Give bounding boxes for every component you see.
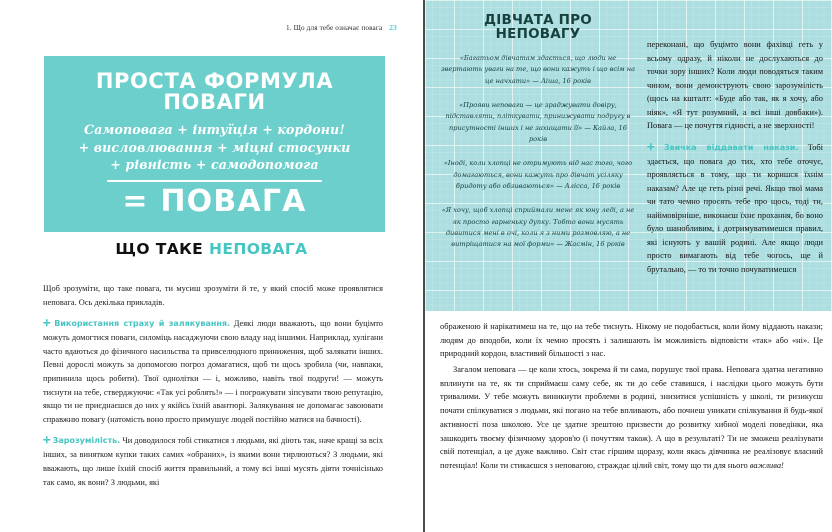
right-bullet-paragraph (647, 140, 823, 277)
left-intro-paragraph: Щоб зрозуміти, що таке повага, ти мусиш зрозуміти й те, у який спосіб може проявлятися неповага. Ось декілька прикладів. (43, 284, 383, 307)
formula-title: ПРОСТА ФОРМУЛА ПОВАГИ (95, 69, 334, 115)
plus-bullet-icon: ✛ (43, 318, 51, 329)
bullet-lead-in-1: Використання страху й залякування. (54, 319, 231, 329)
formula-divider-rule (107, 180, 322, 182)
bottom-emphasis: важлива! (749, 460, 784, 470)
formula-term-line-2: + висловлювання + міцні стосунки (78, 139, 351, 155)
page-gutter-divider (423, 0, 425, 532)
left-bullet-paragraph-2 (43, 433, 383, 489)
bullet-text-2: Чи доводилося тобі стикатися з людьми, які діють так, наче кращі за всіх інших, за винятком купки таких самих «обраних», із якими вони тирлюються? З людьми, які вважають, що лише їхній спосіб життя правильний, а тому всі інші мусять діяти точнісінько так само, як вони? З людьми, які (43, 436, 384, 487)
section-heading-prefix: ЩО ТАКЕ (115, 240, 209, 258)
left-bullet-paragraph-1 (43, 316, 383, 426)
right-continuation-paragraph: переконані, що буцімто вони фахівці геть у всьому одразу, й ніколи не дослухаються до точки зору інших? Коли люди поводяться таким чином, вони демонструють свою зарозумілість (щось на кшталт: «Буде або так, як я хочу, або ніяк», «Я тут розумний, а всі інші довбаки»). Повага — це почуття гідності, а не зверхності! (647, 40, 823, 131)
bullet-lead-in: Звичка віддавати накази. (663, 142, 799, 152)
formula-callout-box (44, 56, 385, 232)
bullet-text: Тобі здається, що повага до тих, хто тебе оточує, проявляється в тому, що ти коришся їхнім наказам? Але це геть різні речі. Якщо твої мама чи тато чемно просять тебе про щось, тоді ти, найімовірніше, виконаєш їхнє прохання, бо воно було шанобливим, і дотримуватимешся правил, які існують у вашій родині. Але якщо люди просто вимагають від тебе чогось, ще й брутально, — то ти точно почуватимешся (647, 142, 823, 274)
page-number: 23 (389, 23, 397, 32)
right-page (425, 0, 832, 532)
quotes-sidebar (440, 14, 636, 264)
running-head (286, 23, 397, 32)
bullet-lead-in-2: Зарозумілість. (52, 436, 121, 446)
plus-bullet-icon: ✛ (43, 435, 51, 446)
quote-item: «Іноді, коли хлопці не отримують від нас того, чого домагаються, вони кажуть про дівчат усіляку бридоту або обзиваються» — Алісса, 16 років (443, 159, 633, 190)
section-heading-highlight: НЕПОВАГА (208, 240, 308, 258)
plus-bullet-icon: ✛ (647, 141, 655, 152)
formula-result: = ПОВАГА (122, 183, 307, 219)
bottom-paragraph-2 (440, 363, 823, 473)
quote-item: «Я хочу, щоб хлопці сприймали мене як юну леді, а не як просто гарненьку дупку. Тобто вони мусять дивитися мені в очі, коли я з ними розмовляю, а не витріщатися на мої форми» — Жасмін, 16 років (441, 206, 635, 249)
right-body-column (647, 38, 823, 283)
right-bottom-text (440, 320, 823, 473)
quote-item: «Багатьом дівчатам здається, що люди не звертають уваги на те, що вони кажуть і що всім на це начхати» — Аіша, 16 років (440, 54, 636, 85)
quotes-sidebar-title: ДІВЧАТА ПРО НЕПОВАГУ (484, 12, 592, 42)
formula-term-line-1: Самоповага + інтуїція + кордони! (84, 122, 345, 138)
bullet-text-1: Деякі люди вважають, що вони буцімто можуть домогтися поваги, силоміць насаджуючи свою владу над іншими. Наприклад, хулігани часто вдаються до фізичного насильства та привселюдного приниження, щоб залякати інших. Певні дорослі можуть за допомогою погроз домагатися, щоб ти щось зробила (чи, навпаки, припинила щось робити). Твої однолітки — і, можливо, навіть твої подруги! — можуть тиснути на тебе, стверджуючи: «Так усі роблять!» — і погрожувати зіпсувати твою репутацію, якщо ти не приєднаєшся до них у якійсь їхній авантюрі. Залякування не допомагає завоювати справжню повагу (натомість воно просто примушує людей постійно матися на бачності). (43, 319, 383, 424)
quote-item: «Прояви неповаги — це зраджувати довіру, підставляти, пліткувати, принижувати подругу в присутності інших і не захищати її» — Кайла, 16 років (445, 100, 631, 143)
section-heading (0, 240, 423, 258)
bottom-paragraph-2-text: Загалом неповага — це коли хтось, зокрема й ти сама, порушує твої права. Неповага здатна негативно вплинути на те, як ти сприймаєш саму себе, як ти до себе ставишся, і наслідки цього можуть бути тривалими. У тебе можуть виникнути проблеми в родині, знизитися успішність у школі, ти ризикуєш почати спілкуватися з людьми, які погано на тебе впливають, або почнеш уникати спілкування й будь-якої активності поза школою. Усе це здатне зрештою призвести до розвитку хибної моделі поведінки, яка зашкодить твоєму фізичному здоров'ю (і почуттям також). А що в результаті? Ти не зможеш реалізувати свій потенціал, а це дуже важливо. Світ стає гіршим щоразу, коли якась дівчинка не реалізовує власний потенціал! Коли ти стикаєшся з неповагою, страждає цілий світ, тому що ти для нього (440, 365, 823, 470)
formula-term-line-3: + рівність + самодопомога (110, 156, 319, 172)
bottom-paragraph-1: ображеною й нарікатимеш на те, що на тебе тиснуть. Нікому не подобається, коли йому віддають накази; людям до вподоби, коли їх чемно просять і залишають їм можливість відповісти «так» або «ні». Це природний кордон, властивий більшості з нас. (440, 322, 823, 359)
running-head-chapter: 1. Що для тебе означає повага (285, 24, 383, 32)
formula-terms (79, 121, 351, 178)
left-body-column (43, 282, 383, 496)
